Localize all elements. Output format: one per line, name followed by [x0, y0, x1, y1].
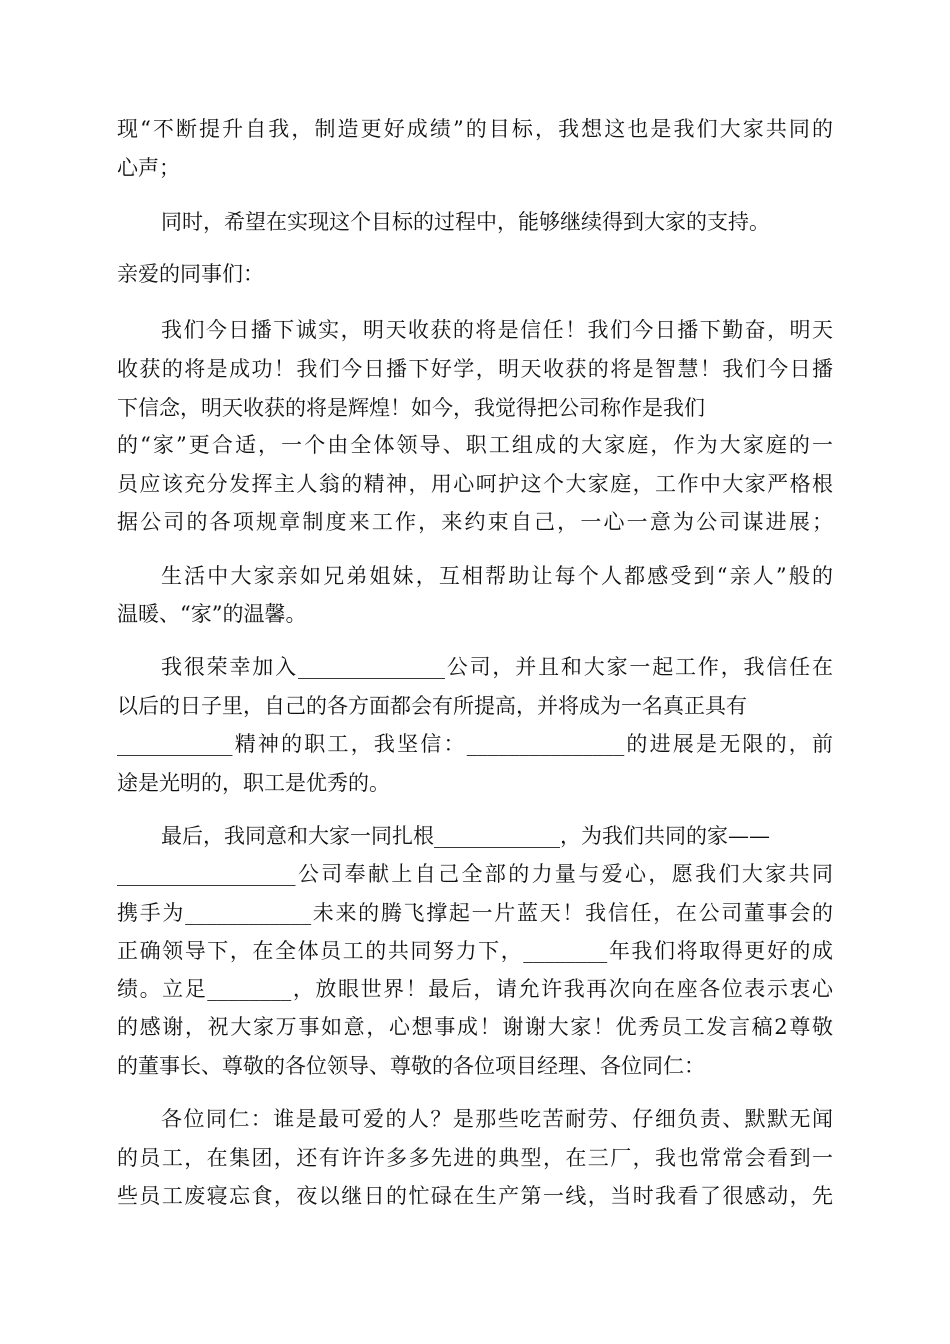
text-line: 我很荣幸加入______________公司，并且和大家一起工作，我信任在 [161, 655, 833, 679]
text-line: 生活中大家亲如兄弟姐妹，互相帮助让每个人都感受到“亲人”般的 [161, 564, 833, 588]
text-line: 收获的将是成功！我们今日播下好学，明天收获的将是智慧！我们今日播 [117, 357, 833, 381]
text-line: 心声； [117, 156, 180, 180]
text-line: 些员工废寝忘食，夜以继日的忙碌在生产第一线，当时我看了很感动，先 [117, 1184, 833, 1208]
text-line: 我们今日播下诚实，明天收获的将是信任！我们今日播下勤奋，明天 [161, 318, 833, 342]
text-line: 绩。立足________，放眼世界！最后，请允许我再次向在座各位表示衷心 [117, 977, 833, 1001]
text-line: 的员工，在集团，还有许许多多先进的典型，在三厂，我也常常会看到一 [117, 1146, 833, 1170]
text-line: 的“家”更合适，一个由全体领导、职工组成的大家庭，作为大家庭的一 [117, 433, 833, 457]
text-line: 据公司的各项规章制度来工作，来约束自己，一心一意为公司谋进展； [117, 510, 833, 534]
text-line: _________________公司奉献上自己全部的力量与爱心，愿我们大家共同 [117, 862, 833, 886]
text-line: 温暖、“家”的温馨。 [117, 602, 307, 626]
salutation: 亲爱的同事们： [117, 262, 264, 286]
text-line: 同时，希望在实现这个目标的过程中，能够继续得到大家的支持。 [161, 210, 770, 234]
text-line: 以后的日子里，自己的各方面都会有所提高，并将成为一名真正具有 [117, 694, 747, 718]
text-line: 下信念，明天收获的将是辉煌！如今，我觉得把公司称作是我们 [117, 396, 705, 420]
text-line: 各位同仁：谁是最可爱的人？是那些吃苦耐劳、仔细负责、默默无闻 [161, 1107, 833, 1131]
text-line: 员应该充分发挥主人翁的精神，用心呵护这个大家庭，工作中大家严格根 [117, 472, 833, 496]
text-line: 最后，我同意和大家一同扎根____________，为我们共同的家—— [161, 824, 770, 848]
text-line: 携手为____________未来的腾飞撑起一片蓝天！我信任，在公司董事会的 [117, 901, 833, 925]
text-line: 正确领导下，在全体员工的共同努力下，________年我们将取得更好的成 [117, 939, 833, 963]
text-line: 途是光明的，职工是优秀的。 [117, 771, 390, 795]
text-line: 现“不断提升自我，制造更好成绩”的目标，我想这也是我们大家共同的 [117, 117, 833, 141]
text-line: 的董事长、尊敬的各位领导、尊敬的各位项目经理、各位同仁： [117, 1054, 705, 1078]
text-line: ___________精神的职工，我坚信：_______________的进展是无限的，前 [117, 732, 833, 756]
text-line: 的感谢，祝大家万事如意，心想事成！谢谢大家！优秀员工发言稿2尊敬 [117, 1015, 833, 1039]
